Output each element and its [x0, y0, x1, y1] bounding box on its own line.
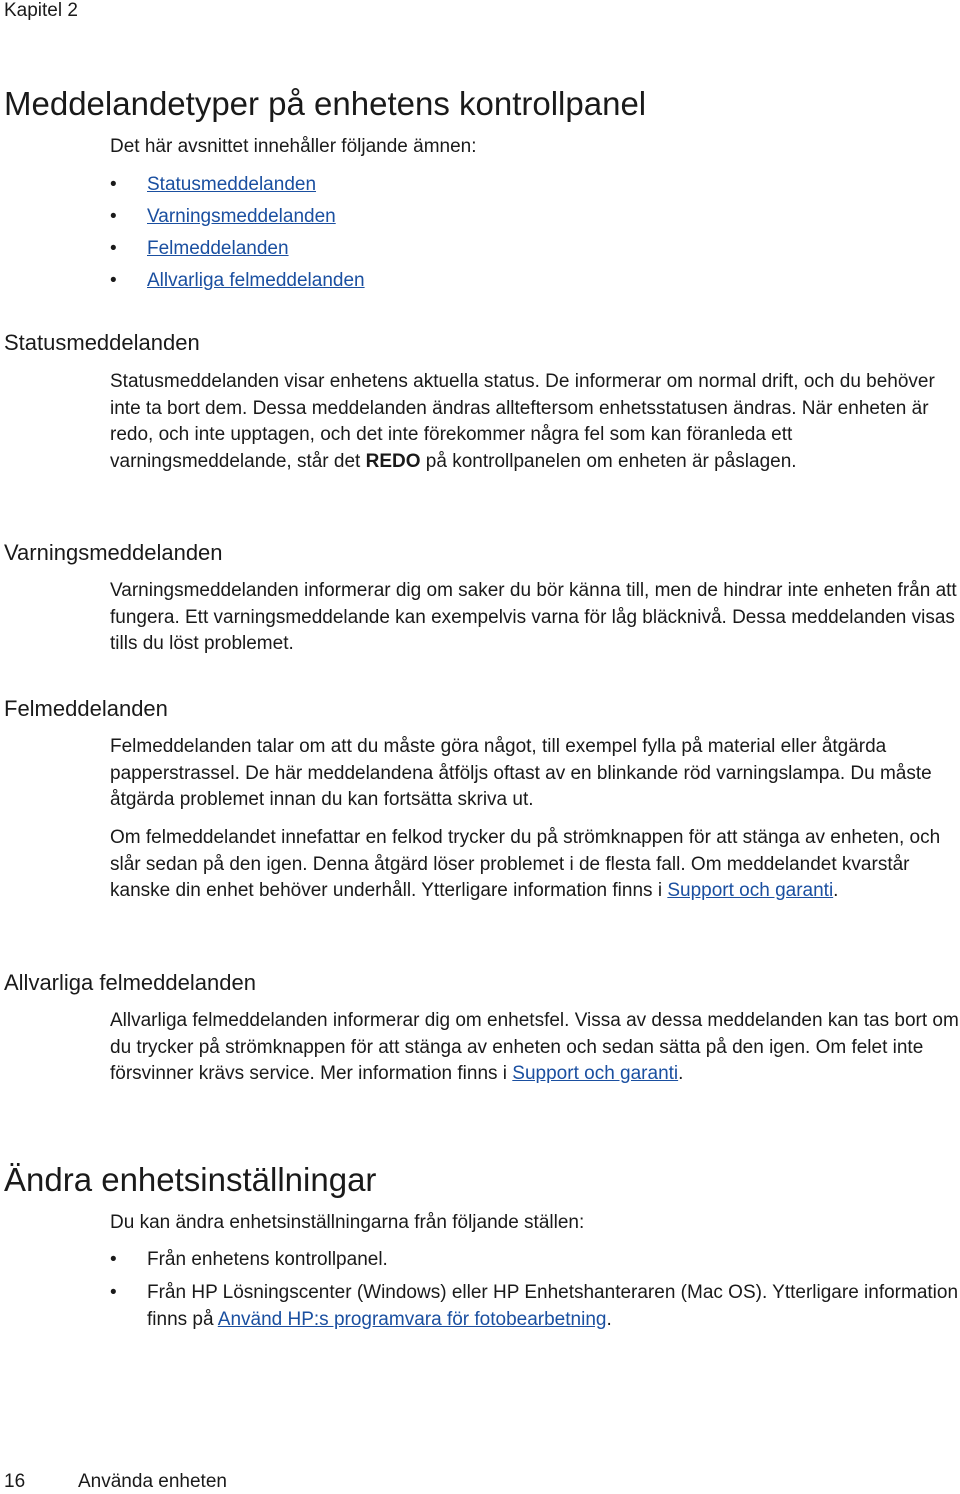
bullet-icon: • [110, 270, 117, 291]
paragraph-text: Allvarliga felmeddelanden informerar dig om enhetsfel. Vissa av dessa meddelanden kan tas bort om du trycker på strömknappen för att stänga av enheten och sedan sätta på den igen. Om felet inte försvinner krävs service. Mer information finns i [110, 1010, 959, 1084]
paragraph-critical [110, 1008, 960, 1088]
section-intro: Du kan ändra enhetsinställningarna från följande ställen: [110, 1212, 585, 1233]
bullet-icon: • [110, 1282, 117, 1303]
chapter-label: Kapitel 2 [4, 0, 78, 21]
topic-list [110, 169, 960, 297]
paragraph-status [110, 369, 960, 475]
paragraph-text: . [678, 1063, 684, 1084]
section-title-change-settings: Ändra enhetsinställningar [4, 1161, 377, 1198]
bullet-icon: • [110, 174, 117, 195]
list-item [110, 201, 960, 233]
list-item-text: Från enhetens kontrollpanel. [147, 1249, 388, 1270]
section-title-message-types: Meddelandetyper på enhetens kontrollpanel [4, 85, 647, 122]
list-item [110, 233, 960, 265]
list-item-text: Från HP Lösningscenter (Windows) eller HP Enhetshanteraren (Mac OS). Ytterligare information finns på [147, 1282, 959, 1330]
paragraph-text: Statusmeddelanden visar enhetens aktuella status. De informerar om normal drift, och du behöver inte ta bort dem. Dessa meddelanden ändras allteftersom enhetsstatusen ändras. När enheten är redo, och inte upptagen, och det inte förekommer några fel som kan föranleda ett varningsmeddelande, står det [110, 371, 935, 472]
paragraph-error-1: Felmeddelanden talar om att du måste göra något, till exempel fylla på material eller åtgärda papperstrassel. De här meddelandena åtföljs oftast av en blinkande röd varningslampa. Du måste åtgärda problemet innan du kan fortsätta skriva ut. [110, 736, 932, 810]
link-statusmeddelanden[interactable]: Statusmeddelanden [147, 174, 317, 195]
link-varningsmeddelanden[interactable]: Varningsmeddelanden [147, 206, 336, 227]
paragraph-text: på kontrollpanelen om enheten är påslagen. [420, 450, 797, 472]
link-support-och-garanti[interactable]: Support och garanti [667, 880, 834, 901]
bullet-icon: • [110, 1249, 117, 1270]
heading-critical: Allvarliga felmeddelanden [4, 970, 256, 995]
bullet-icon: • [110, 206, 117, 227]
paragraph-warning: Varningsmeddelanden informerar dig om saker du bör känna till, men de hindrar inte enheten från att fungera. Ett varningsmeddelande kan exempelvis varna för låg bläcknivå. Dessa meddelanden visas tills du löst problemet. [110, 580, 957, 654]
bullet-icon: • [110, 238, 117, 259]
settings-list [110, 1246, 960, 1339]
paragraph-text: . [833, 880, 839, 901]
link-hp-software[interactable]: Använd HP:s programvara för fotobearbetning [217, 1309, 607, 1330]
heading-error: Felmeddelanden [4, 696, 168, 721]
link-support-och-garanti[interactable]: Support och garanti [512, 1063, 679, 1084]
paragraph-error-2 [110, 825, 960, 905]
ready-label: REDO [365, 450, 421, 472]
paragraph-text: Om felmeddelandet innefattar en felkod trycker du på strömknappen för att stänga av enheten, och slår sedan på den igen. Denna åtgärd löser problemet i de flesta fall. Om meddelandet kvarstår kanske din enhet behöver underhåll. Ytterligare information finns i [110, 827, 941, 901]
list-item-text: . [606, 1309, 612, 1330]
heading-warning: Varningsmeddelanden [4, 540, 223, 565]
list-item [110, 265, 960, 297]
heading-status: Statusmeddelanden [4, 330, 200, 355]
page-number: 16 [4, 1471, 26, 1492]
footer-section: Använda enheten [78, 1471, 227, 1492]
section-intro: Det här avsnittet innehåller följande ämnen: [110, 136, 477, 157]
link-allvarliga-felmeddelanden[interactable]: Allvarliga felmeddelanden [147, 270, 365, 291]
link-felmeddelanden[interactable]: Felmeddelanden [147, 238, 289, 259]
list-item [110, 1246, 960, 1273]
list-item [110, 1279, 960, 1333]
list-item [110, 169, 960, 201]
